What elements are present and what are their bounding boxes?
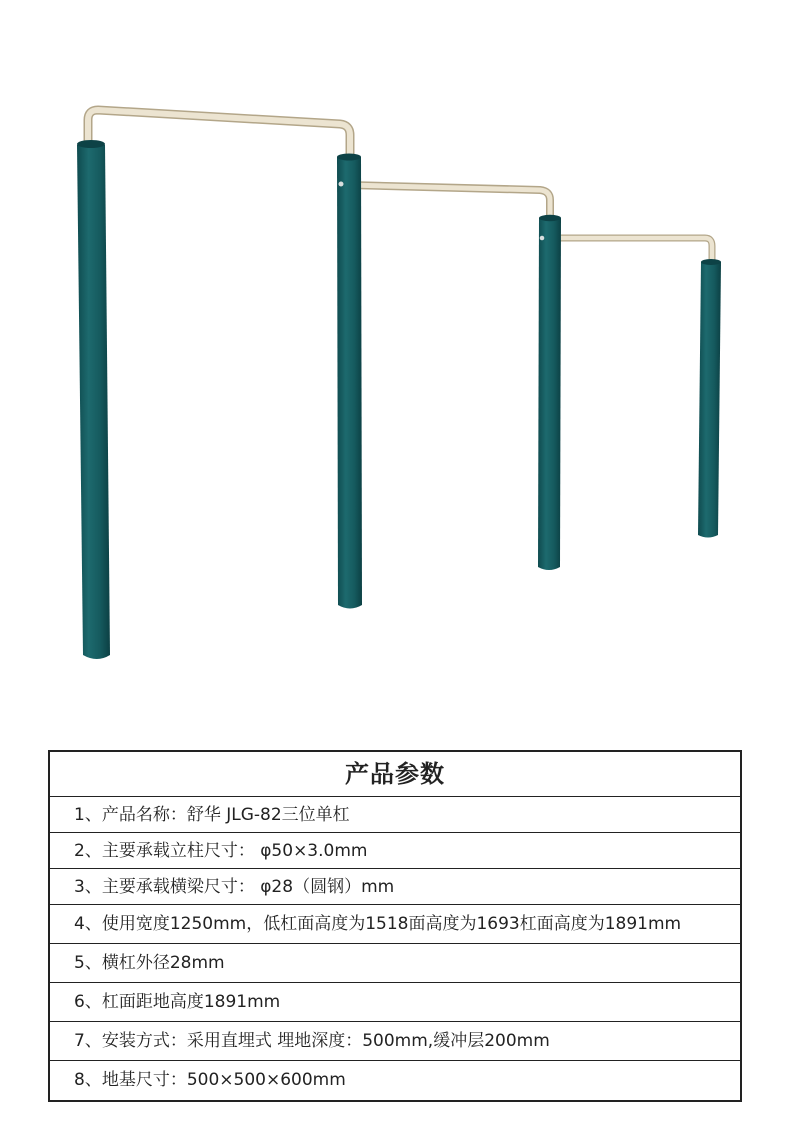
param-row-product-name: 1、产品名称：舒华 JLG-82三位单杠 bbox=[50, 797, 740, 833]
horizontal-bar-low bbox=[549, 238, 712, 260]
horizontal-bar-middle bbox=[349, 185, 550, 216]
param-row-beam-size: 3、主要承载横梁尺寸： φ28（圆钢）mm bbox=[50, 869, 740, 905]
param-row-foundation-size: 8、地基尺寸：500×500×600mm bbox=[74, 1070, 346, 1090]
parameters-title: 产品参数 bbox=[50, 752, 740, 797]
horizontal-bar-high bbox=[88, 110, 350, 155]
param-row-post-size: 2、主要承载立柱尺寸： φ50×3.0mm bbox=[50, 833, 740, 869]
param-row-bar-height: 6、杠面距地高度1891mm bbox=[50, 983, 740, 1022]
param-row-installation: 7、安装方式：采用直埋式 埋地深度：500mm,缓冲层200mm bbox=[50, 1022, 740, 1061]
post-4 bbox=[698, 259, 721, 538]
post-1 bbox=[77, 140, 110, 659]
param-row-bar-diameter: 5、横杠外径28mm bbox=[50, 944, 740, 983]
post-3 bbox=[538, 215, 561, 570]
post-2 bbox=[337, 154, 362, 609]
product-parameters-table bbox=[48, 750, 742, 1102]
param-row-usage-width: 4、使用宽度1250mm，低杠面高度为1518面高度为1693杠面高度为1891mm bbox=[50, 905, 740, 944]
